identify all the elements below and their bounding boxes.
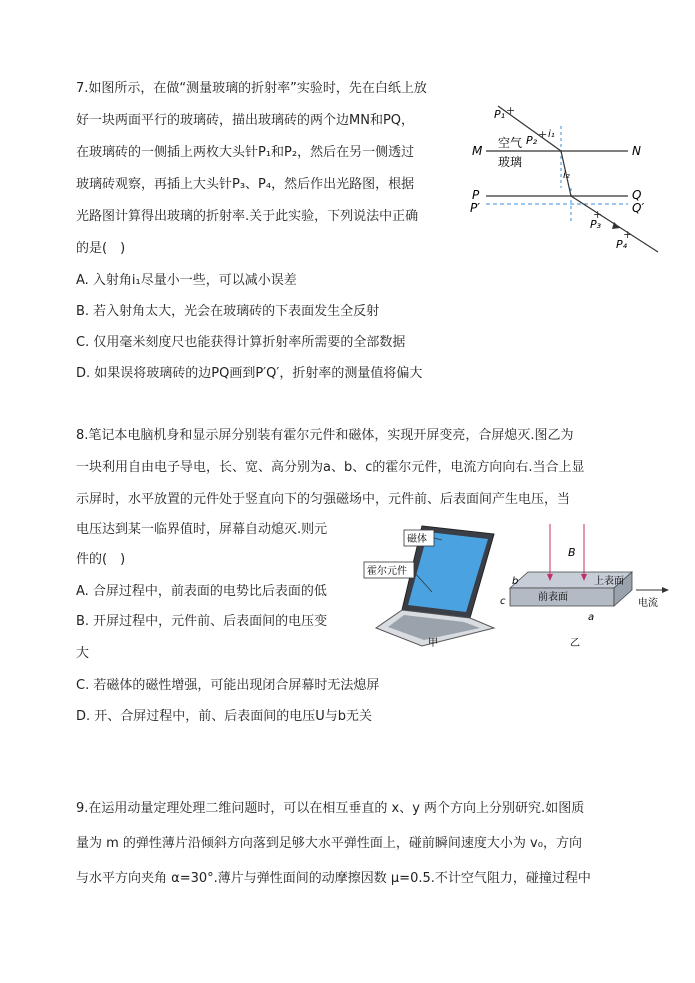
pin-p2-marker: + [538,128,548,141]
q8-option-c: C. 若磁体的磁性增强，可能出现闭合屏幕时无法熄屏 [76,678,380,693]
q7-option-c: C. 仅用毫米刻度尺也能获得计算折射率所需要的全部数据 [76,335,406,350]
q9-stem-line-2: 量为 m 的弹性薄片沿倾斜方向落到足够大水平弹性面上，碰前瞬间速度大小为 v₀，方向 [76,836,582,851]
label-dim-c: c [500,596,506,607]
label-front-surface: 前表面 [538,592,568,603]
pin-p4-marker: + [623,228,633,241]
magnet-label: 磁体 [407,534,427,545]
label-dim-a: a [588,612,595,623]
q8-stem-line-4: 电压达到某一临界值时，屏幕自动熄灭.则元 [76,522,328,537]
light-ray [498,106,658,252]
label-air: 空气 [498,136,523,150]
current-arrowhead [662,587,669,593]
label-p2: P₂ [526,134,538,147]
q9-stem-line-1: 9.在运用动量定理处理二维问题时，可以在相互垂直的 x、y 两个方向上分别研究.如图质 [76,801,585,816]
label-top-surface: 上表面 [594,576,624,587]
caption-yi: 乙 [570,638,580,649]
label-i1: i₁ [548,129,555,140]
pin-p3-marker: + [593,208,603,221]
label-m: M [472,144,483,158]
label-p4: P₄ [616,238,628,251]
hall-label: 霍尔元件 [367,566,407,577]
label-i2: i₂ [563,170,570,181]
laptop-illustration [364,526,494,646]
q7-stem-line-4: 玻璃砖观察，再插上大头针P₃、P₄，然后作出光路图，根据 [76,177,415,192]
q7-stem-line-2: 好一块两面平行的玻璃砖，描出玻璃砖的两个边MN和PQ， [76,113,415,128]
q7-stem-line-6: 的是( ) [76,241,126,256]
q8-hall-figure [362,520,677,650]
q8-stem-line-2: 一块利用自由电子导电，长、宽、高分别为a、b、c的霍尔元件，电流方向向右.当合上显 [76,460,585,475]
hall-element-block [500,524,669,623]
q7-stem-line-3: 在玻璃砖的一侧插上两枚大头针P₁和P₂，然后在另一侧透过 [76,145,415,160]
q7-option-b: B. 若入射角太大，光会在玻璃砖的下表面发生全反射 [76,304,380,319]
q7-option-d: D. 如果误将玻璃砖的边PQ画到P′Q′，折射率的测量值将偏大 [76,366,423,381]
label-n: N [632,144,641,158]
label-b-field: B [568,546,576,559]
label-p1: P₁ [494,108,506,121]
q9-stem-line-3: 与水平方向夹角 α=30°.薄片与弹性面间的动摩擦因数 μ=0.5.不计空气阻力，碰撞过程中 [76,871,591,886]
q7-stem-line-1: 7.如图所示，在做“测量玻璃的折射率”实验时，先在白纸上放 [76,81,427,96]
q8-option-a: A. 合屏过程中，前表面的电势比后表面的低 [76,584,327,599]
q8-stem-line-3: 示屏时，水平放置的元件处于竖直向下的匀强磁场中，元件前、后表面间产生电压，当 [76,492,571,507]
label-dim-b: b [512,576,519,587]
q8-stem-line-5: 件的( ) [76,552,126,567]
label-q: Q [632,188,642,202]
q8-stem-line-1: 8.笔记本电脑机身和显示屏分别装有霍尔元件和磁体，实现开屏变亮，合屏熄灭.图乙为 [76,428,574,443]
label-p-prime: P′ [470,201,480,215]
q8-option-b: B. 开屏过程中，元件前、后表面间的电压变 [76,614,328,629]
q8-option-d: D. 开、合屏过程中，前、后表面间的电压U与b无关 [76,709,373,724]
label-p: P [472,188,480,202]
q8-option-b-continued: 大 [76,646,90,661]
q7-stem-line-5: 光路图计算得出玻璃的折射率.关于此实验，下列说法中正确 [76,209,419,224]
pin-p1-marker: + [506,104,516,117]
caption-jia: 甲 [428,638,438,649]
label-glass: 玻璃 [498,155,523,169]
q7-option-a: A. 入射角i₁尽量小一些，可以减小误差 [76,273,297,288]
q7-refraction-figure [468,88,668,260]
label-p3: P₃ [590,218,602,231]
label-current: 电流 [638,598,658,609]
label-q-prime: Q′ [632,201,645,215]
